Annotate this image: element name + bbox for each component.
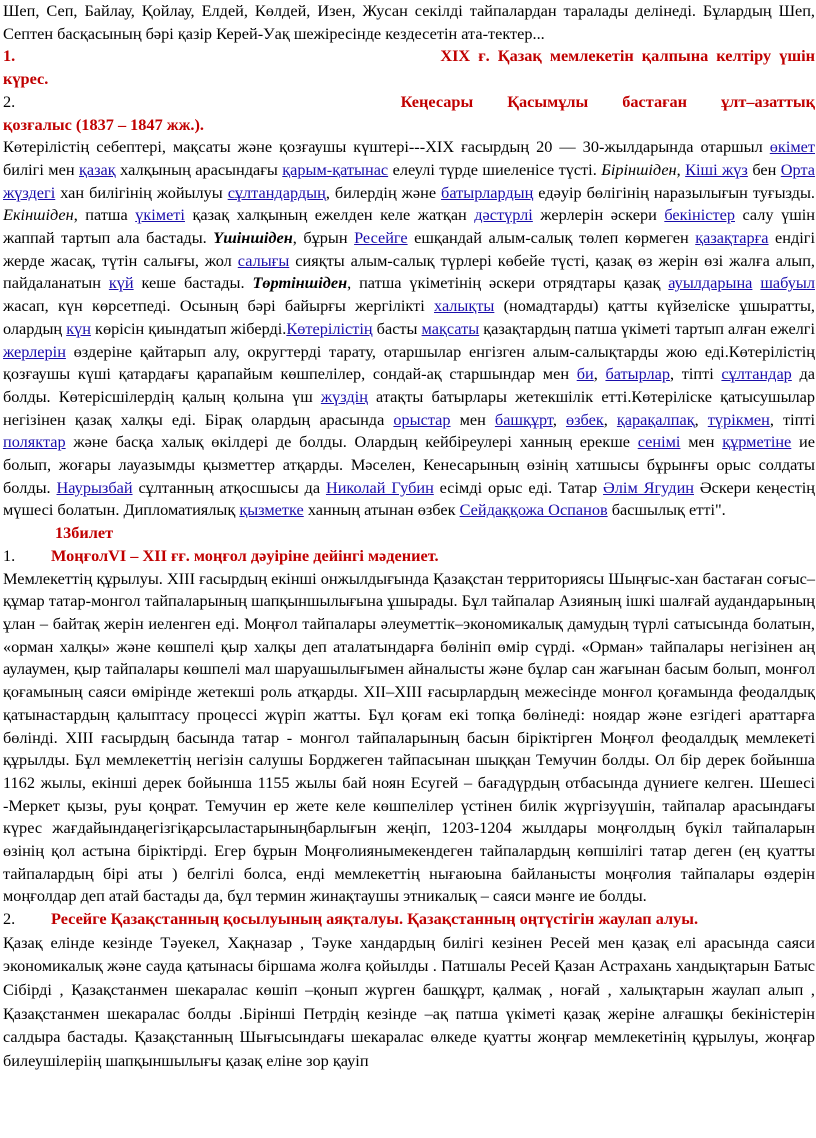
text-run: билігі мен	[3, 159, 79, 179]
text-run: көрісін қиындатып жіберді.	[90, 318, 287, 338]
text-run: , тіпті	[769, 409, 816, 429]
text-run: Көтерілістің себептері, мақсаты және қозғаушы күштері---XIX ғасырдың 20 — 30-жылдарында отаршыл	[3, 137, 770, 157]
italic-ushinshiden: Үшіншіден	[213, 228, 293, 248]
italic-ekinshiden: Екіншіден	[3, 205, 74, 225]
text-run: да болды. Көтерісшілердің қалың қолына үш	[3, 364, 816, 406]
link-karakalpak[interactable]: қарақалпақ	[616, 409, 695, 429]
link-seidakkozha-ospanov[interactable]: Сейдаққожа Оспанов	[459, 500, 608, 520]
text-run: Әскери кеңестің мүшесі болатын. Дипломатиялық	[3, 477, 815, 520]
question-2-title: Кеңесары Қасымұлы бастаған ұлт–азаттық	[400, 91, 815, 111]
text-run: мен	[450, 409, 495, 429]
document-page	[3, 0, 815, 1072]
text-run: қазақ халқының ежелден келе жатқан	[184, 205, 475, 225]
link-maksaty[interactable]: мақсаты	[421, 318, 480, 338]
text-run: жерлерін әскери	[532, 205, 665, 225]
link-polyaktar[interactable]: поляктар	[3, 432, 66, 452]
text-run: басты	[372, 318, 422, 338]
question-1-heading	[3, 45, 815, 68]
question-4-heading	[3, 908, 815, 931]
text-run: ие болып, жоғары лауазымды қызметтер атқарды. Мәселен, Кенесарының өзінің хатшысы бұрынғы орыс солдаты болды.	[3, 432, 815, 497]
text-run: ханның атынан өзбек	[303, 500, 460, 520]
link-nauryzbai[interactable]: Наурызбай	[56, 477, 133, 497]
text-run: елеулі түрде шиеленісе түсті.	[388, 159, 602, 179]
link-resei[interactable]: Ресейге	[354, 228, 408, 248]
text-run: жасап, күн көрсетпеді. Осының бәрі байырғы жергілікті	[3, 296, 435, 316]
question-1-title: XIX ғ. Қазақ мемлекетін қалпына келтіру үшін	[440, 46, 815, 66]
text-run: сияқты алым-салық түрлері көбейе түсті, қазақ өз жерін өзі жалға алып, пайдаланатын	[3, 250, 816, 293]
italic-birinshiden: Біріншіден	[601, 159, 677, 179]
text-run: , патша	[73, 205, 136, 225]
text-run: басшылық етті".	[607, 500, 726, 520]
text-run: ,	[603, 409, 617, 429]
link-koterilistin[interactable]: Көтерілістің	[286, 318, 373, 338]
text-run: , бұрын	[292, 228, 355, 248]
link-salygy[interactable]: салығы	[237, 250, 290, 270]
text-run: , патша үкіметінің әскери отрядтары қазақ	[347, 273, 669, 293]
italic-tortinshiden: Төртіншіден	[252, 273, 348, 293]
question-1-number: 1.	[3, 46, 16, 66]
kenesary-paragraph	[3, 136, 815, 522]
question-4-text: Қазақ елінде кезінде Тәуекел, Хақназар , Тәуке хандардың билігі кезінен Ресей мен қазақ елі арасында саяси экономикалық және сауда қатынасы біршама жолға қойылды . Патшалы Ресей Қазан Астрахань хандықтарын Батыс Сібірді , Қазақстанмен шекаралас көшіп –қонып жүрген башқұрт, қалмақ , ноғай , халықтарын жаулап алып , Қазақстанмен шекаралас болды .Бірінші Петрдің кезінде –ақ патша үкіметі қазақ жеріне алғашқы бекіністерін салдыра бастады. Қазақстанның Шығысындағы шекаралас өлкеде қуатты жоңғар мемлекетінің құрылуы, жоңғар билеушілеріің шапқыншылығы қазақ еліне зор қауіп	[3, 932, 815, 1070]
link-orystar[interactable]: орыстар	[393, 409, 451, 429]
text-run: қазақтардың патша үкіметі тартып алған ежелгі	[479, 318, 815, 338]
link-kun[interactable]: күн	[66, 318, 91, 338]
link-kurmetine[interactable]: құрметіне	[722, 432, 792, 452]
question-3-number: 1.	[3, 545, 16, 565]
link-kishi-zhuz[interactable]: Кіші жүз	[685, 159, 748, 179]
text-run: және басқа халық өкілдері де болды. Олардың кейбіреулері ханның ерекше	[65, 432, 638, 452]
link-nikolai-gubin[interactable]: Николай Губин	[325, 477, 434, 497]
question-2-number: 2.	[3, 91, 16, 111]
question-4-title: Ресейге Қазақстанның қосылуының аяқталуы. Қазақстанның оңтүстігін жаулап алуы.	[51, 909, 699, 929]
question-3-title: МоңғолVI – XII ғғ. моңғол дәуіріне дейінгі мәдениет.	[51, 545, 439, 565]
link-sultandar[interactable]: сұлтандардың	[227, 182, 326, 202]
text-run: , билердің және	[325, 182, 442, 202]
question-2-title-cont: қозғалыс (1837 – 1847 жж.).	[3, 114, 204, 134]
link-bashkurt[interactable]: башқұрт	[494, 409, 553, 429]
link-turikmen[interactable]: түрікмен	[707, 409, 770, 429]
text-run: салу үшін жаппай тартып ала бастады.	[3, 205, 815, 248]
text-run: ,	[676, 159, 686, 179]
text-run: ,	[593, 364, 606, 384]
link-ukimeti[interactable]: үкіметі	[135, 205, 185, 225]
text-run: атақты батырлары жетекшілік етті.Көтеріліске қатысушылар негізінен қазақ халқы еді. Бірақ олардың арасында	[3, 386, 815, 429]
link-karym-katynas[interactable]: қарым-қатынас	[282, 159, 389, 179]
question-2-heading	[3, 91, 815, 114]
link-zherlerin[interactable]: жерлерін	[3, 341, 66, 361]
text-run: халқының арасындағы	[115, 159, 283, 179]
link-shabuyl[interactable]: шабуыл	[760, 273, 815, 293]
text-run: (номадтарды) қатты күйзеліске ұшыратты, олардың	[3, 296, 815, 338]
question-3-heading	[3, 545, 815, 568]
question-3-text: Мемлекеттің құрылуы. XIII ғасырдың екінші онжылдығында Қазақстан территориясы Шыңғыс-хан бастаған соғыс–құмар татар-монгол тайпаларының шапқыншылығына ұшырады. Бұл тайпалар Азияның ішкі шалғай аудандарының ұлан – байтақ жерін иеленген еді. Моңғол тайпалары әлеуметтік–экономикалық дамудың түрлі сатысында болатын, «орман халқы» және көшпелі қыр халқы деп аталатындарға бөлініп өмір сүрді. «Орман» тайпалары негізінен аң аулаумен, қыр тайпалары көшпелі мал шаруашылығымен айналысты және бұлар сан жағынан басым болып, монғол қоғамының саяси өмірінде жетекші роль атқарды. XII–XIII ғасырлардың межесінде монғол қоғамында феодалдық қатынастардың қалыптасу процессі жүріп жатты. Бұл қоғам екі топқа бөлінеді: ноядар және езгідегі араттарға бөлінді. XIII ғасырдың басында татар - монгол тайпаларының басын біріктірген Моңғол феодалдық мемлекеті құрылды. Бұл мемлекеттің негізін салушы Борджеген тайпасынан шыққан Темучин болды. Ол бір дерек бойынша 1162 жылы, екінші дерек бойынша 1155 жылы бай ноян Есугей – бағадүрдың отбасында дүниеге келген. Шешесі -Меркет қызы, руы қоңрат. Темучин ер жете келе көшпелілер үстінен билік жүргізуүшін, тайпалар арасындағы күрес жағдайындаңегізгіқарсыластарыныңбарлығын жеңіп, 1203-1204 жылдары моңғолдың бүкіл тайпаларын өзінің қол астына біріктірді. Егер бұрын Моңғолиянымекендеген тайпалардың көпшілігі татар деген (ең қуатты тайпалардың бірі аты ) белгілі болса, енді мемлекеттің нығаюына байланысты моңғолия тайпалары өздерін моңғолдар деп атай бастады да, бұл термин жинақтаушы этникалық – саяси мәнге ие болды.	[3, 568, 815, 906]
link-kui[interactable]: күй	[108, 273, 134, 293]
ticket-number: 13билет	[55, 523, 114, 543]
text-run: кеше бастады.	[133, 273, 253, 293]
link-halykty[interactable]: халықты	[434, 296, 495, 316]
link-batyrlar-2[interactable]: батырлар	[605, 364, 671, 384]
text-run: ,	[694, 409, 708, 429]
question-4-number: 2.	[3, 909, 16, 929]
link-kazak[interactable]: қазақ	[78, 159, 116, 179]
text-run: хан билігінің жойылуы	[55, 182, 228, 202]
link-bi[interactable]: би	[576, 364, 594, 384]
text-run: бен	[747, 159, 781, 179]
link-dasturli[interactable]: дәстүрлі	[474, 205, 533, 225]
question-1-title-cont: күрес.	[3, 69, 49, 89]
link-kazaktarga[interactable]: қазақтарға	[695, 228, 769, 248]
link-batyrlar[interactable]: батырлардың	[441, 182, 534, 202]
link-zhuzdin[interactable]: жүздің	[320, 386, 368, 406]
link-alim-yagudin[interactable]: Әлім Ягудин	[603, 477, 694, 497]
text-run: мен	[680, 432, 723, 452]
text-run: сұлтанның атқосшысы да	[132, 477, 326, 497]
link-orta-zhuz[interactable]: Орта жүздегі	[3, 159, 816, 202]
link-senimi[interactable]: сенімі	[637, 432, 681, 452]
link-ozbek[interactable]: өзбек	[565, 409, 604, 429]
text-run: едәуір бөлігінің наразылығын туғызды.	[533, 182, 815, 202]
link-bekinister[interactable]: бекіністер	[664, 205, 735, 225]
text-run: ,	[552, 409, 566, 429]
intro-paragraph: Шеп, Сеп, Байлау, Қойлау, Елдей, Көлдей, Изен, Жусан секілді тайпалардан таралады делінеді. Бұлардың Шеп, Септен басқасының бәрі қазір Керей-Уақ шежіресінде кездесетін ата-тектер...	[3, 1, 815, 43]
link-kyzmetke[interactable]: қызметке	[239, 500, 304, 520]
text-run: ешқандай алым-салық төлеп көрмеген	[407, 228, 696, 248]
text-run: ендігі жерде жасақ, түтін салығы, жол	[3, 228, 815, 270]
link-sultandar-2[interactable]: сұлтандар	[721, 364, 792, 384]
link-okimet[interactable]: өкімет	[769, 137, 815, 157]
link-auyldaryna[interactable]: ауылдарына	[668, 273, 753, 293]
text-run: , тіпті	[670, 364, 722, 384]
text-run: өздеріне қайтарып алу, округтерді тарату, отаршылар енгізген алым-салықтарды жою еді.Көтерілістің қозғаушы күші қатардағы қарапайым көшпелілер, сондай-ақ старшындар мен	[3, 341, 815, 384]
text-run: есімді орыс еді. Татар	[433, 477, 604, 497]
